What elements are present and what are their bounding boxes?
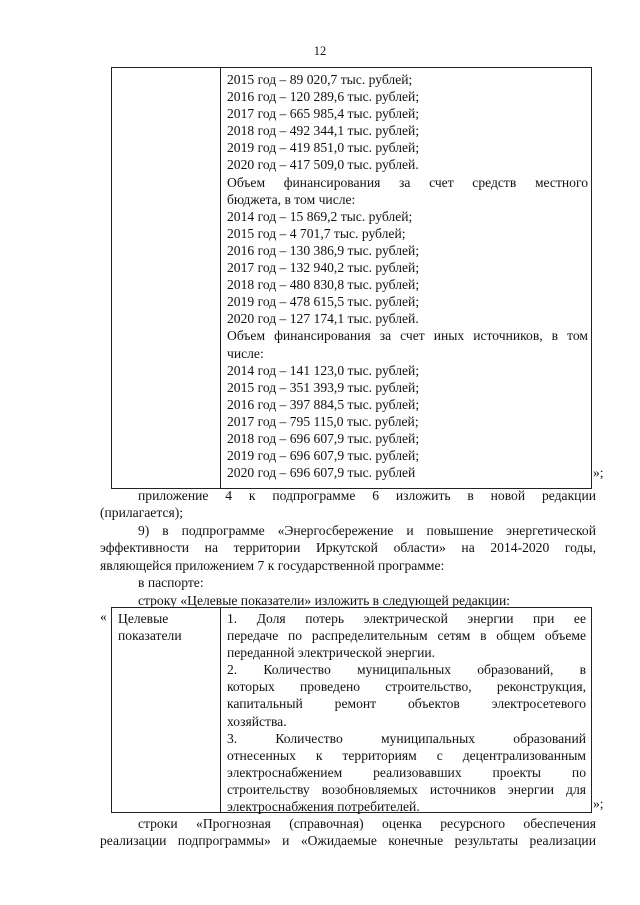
financing-line: бюджета, в том числе: [227,191,356,207]
table-divider [220,608,221,812]
paragraph-line: строку «Целевые показатели» изложить в следующей редакции: [138,592,511,608]
indicator-line: которых проведено строительство, реконструкция, [227,679,586,695]
financing-line: 2015 год – 89 020,7 тыс. рублей; [227,72,413,87]
paragraph-appendix [100,487,596,522]
financing-line: 2018 год – 480 830,8 тыс. рублей; [227,277,420,293]
paragraph-line: в паспорте: [138,575,204,591]
financing-line: 2019 год – 478 615,5 тыс. рублей; [227,294,420,310]
financing-line: 2015 год – 4 701,7 тыс. рублей; [227,225,406,241]
indicator-line: 3. Количество муниципальных образований [227,730,586,746]
indicator-line: переданной электрической энергии. [227,645,436,661]
indicator-line: электроснабжением реализовавших проекты по [227,764,586,780]
paragraph-line: (прилагается); [100,505,184,521]
indicator-line: хозяйства. [227,713,287,729]
paragraph-rows [100,815,596,850]
indicator-line: 2. Количество муниципальных образований, в [227,662,586,678]
page-number: 12 [313,44,327,58]
financing-line: 2017 год – 795 115,0 тыс. рублей; [227,413,419,429]
indicator-label-cell [118,610,182,644]
financing-line: 2017 год – 665 985,4 тыс. рублей; [227,106,420,122]
closing-quote-mark: »; [593,465,604,480]
indicator-line: 1. Доля потерь электрической энергии при ее [227,611,586,626]
indicator-line: отнесенных к территориям с децентрализованным [227,747,586,763]
paragraph-line: строки «Прогнозная (справочная) оценка ресурсного обеспечения [138,816,596,831]
indicator-label-line: Целевые [118,611,169,626]
closing-quote-mark: »; [593,796,604,811]
financing-line: 2020 год – 417 509,0 тыс. рублей. [227,157,419,173]
table-divider [220,68,221,488]
paragraph-line: приложение 4 к подпрограмме 6 изложить в новой редакции [138,488,596,503]
financing-line: 2014 год – 141 123,0 тыс. рублей; [227,362,420,378]
indicator-line: капитальный ремонт объектов электросетевого [227,696,586,712]
opening-quote-mark: « [100,609,107,624]
financing-line: Объем финансирования за счет средств местного [227,174,588,190]
financing-line: 2018 год – 696 607,9 тыс. рублей; [227,430,420,446]
financing-line: 2020 год – 696 607,9 тыс. рублей [227,465,416,481]
financing-line: числе: [227,345,264,361]
financing-line: 2017 год – 132 940,2 тыс. рублей; [227,260,420,276]
indicator-line: строительству возобновляемых источников энергии для [227,781,586,797]
paragraph-line: эффективности на территории Иркутской области» на 2014-2020 годы, [100,540,596,556]
paragraph-line: реализации подпрограммы» и «Ожидаемые конечные результаты реализации [100,833,596,849]
indicator-label-line: показатели [118,628,182,644]
financing-line: 2018 год – 492 344,1 тыс. рублей; [227,123,420,139]
indicator-line: электроснабжения потребителей. [227,799,420,815]
financing-line: Объем финансирования за счет иных источников, в том [227,328,588,344]
indicator-lines [227,610,586,815]
financing-line: 2020 год – 127 174,1 тыс. рублей. [227,311,419,327]
financing-line: 2014 год – 15 869,2 тыс. рублей; [227,208,413,224]
financing-line: 2019 год – 696 607,9 тыс. рублей; [227,448,420,464]
financing-line: 2019 год – 419 851,0 тыс. рублей; [227,140,420,156]
target-indicators-table [111,607,592,813]
indicator-line: передаче по распределительным сетям в общем объеме [227,628,586,644]
paragraph-item-9 [100,522,596,609]
financing-line: 2016 год – 397 884,5 тыс. рублей; [227,396,420,412]
financing-table [111,67,592,489]
paragraph-line: являющейся приложением 7 к государственной программе: [100,557,445,573]
financing-line: 2015 год – 351 393,9 тыс. рублей; [227,379,420,395]
financing-lines [227,71,588,481]
financing-line: 2016 год – 130 386,9 тыс. рублей; [227,242,420,258]
financing-line: 2016 год – 120 289,6 тыс. рублей; [227,89,420,105]
paragraph-line: 9) в подпрограмме «Энергосбережение и повышение энергетической [138,523,596,538]
